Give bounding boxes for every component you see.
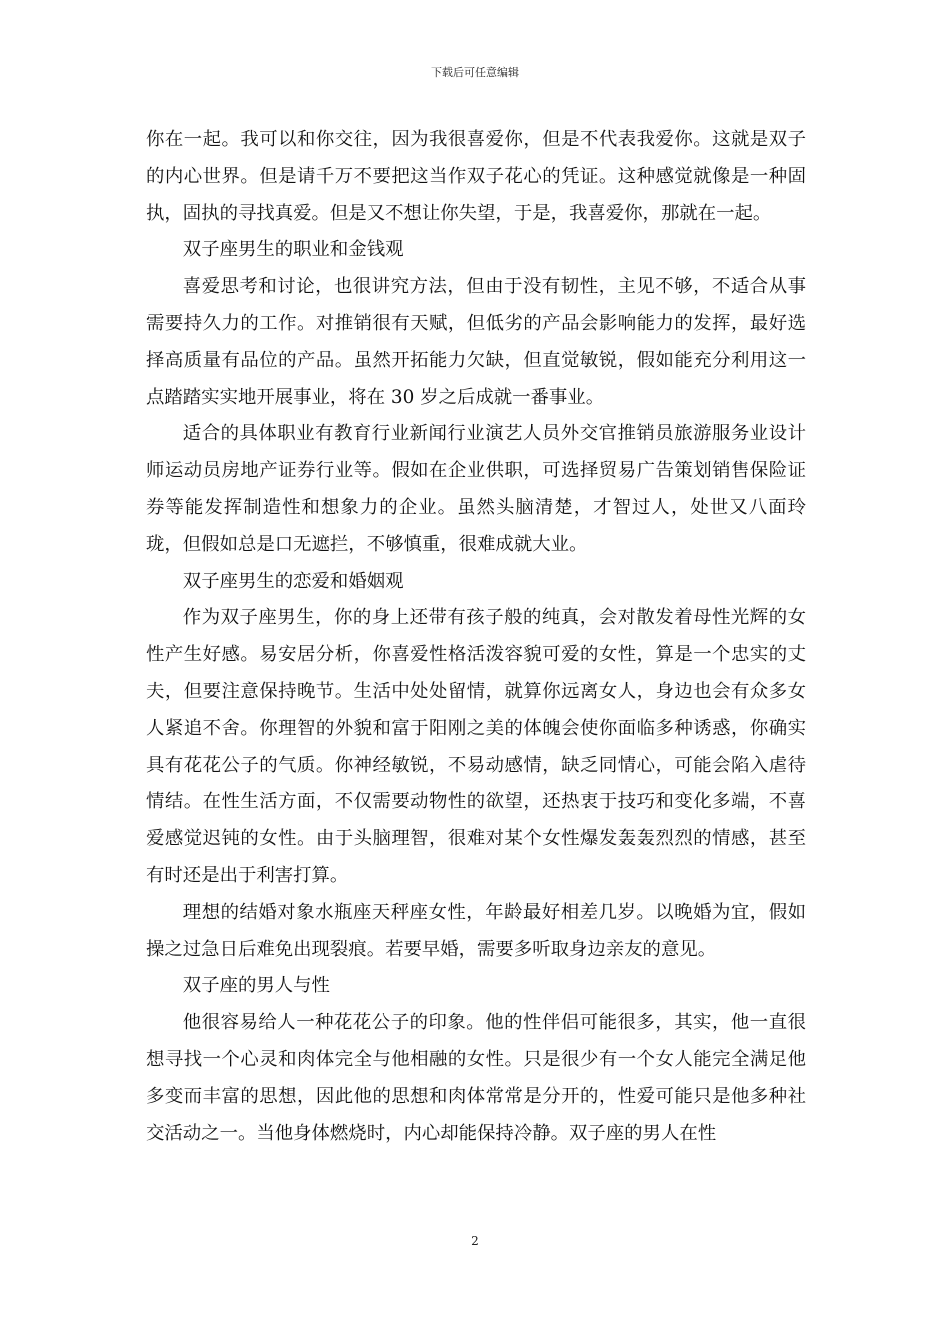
section-heading-career: 双子座男生的职业和金钱观 [182, 239, 404, 261]
section-heading-sex: 双子座的男人与性 [182, 975, 330, 997]
page-number: 2 [471, 1234, 479, 1248]
paragraph-sex-1: 他很容易给人一种花花公子的印象。他的性伴侣可能很多，其实，他一直很想寻找一个心灵和肉体完全与他相融的女性。只是很少有一个女人能完全满足他多变而丰富的思想，因此他的思想和肉体常常是分开的，性爱可能只是他多种社交活动之一。当他身体燃烧时，内心却能保持冷静。双子座的男人在性 [146, 1012, 806, 1144]
paragraph-love-1: 作为双子座男生，你的身上还带有孩子般的纯真，会对散发着母性光辉的女性产生好感。易安居分析，你喜爱性格活泼容貌可爱的女性，算是一个忠实的丈夫，但要注意保持晚节。生活中处处留情，就算你远离女人，身边也会有众多女人紧追不舍。你理智的外貌和富于阳刚之美的体魄会使你面临多种诱惑，你确实具有花花公子的气质。你神经敏锐，不易动感情，缺乏同情心，可能会陷入虐待情结。在性生活方面，不仅需要动物性的欲望，还热衷于技巧和变化多端，不喜爱感觉迟钝的女性。由于头脑理智，很难对某个女性爆发轰轰烈烈的情感，甚至有时还是出于利害打算。 [146, 607, 806, 886]
document-body [146, 122, 806, 1152]
page-header: 下载后可任意编辑 [431, 66, 519, 79]
paragraph-career-2: 适合的具体职业有教育行业新闻行业演艺人员外交官推销员旅游服务业设计师运动员房地产证券行业等。假如在企业供职，可选择贸易广告策划销售保险证券等能发挥制造性和想象力的企业。虽然头脑清楚，才智过人，处世又八面玲珑，但假如总是口无遮拦，不够慎重，很难成就大业。 [146, 423, 806, 555]
paragraph-love-2: 理想的结婚对象水瓶座天秤座女性，年龄最好相差几岁。以晚婚为宜，假如操之过急日后难免出现裂痕。若要早婚，需要多听取身边亲友的意见。 [146, 901, 806, 960]
section-heading-love: 双子座男生的恋爱和婚姻观 [182, 570, 404, 592]
paragraph-continuation: 你在一起。我可以和你交往，因为我很喜爱你，但是不代表我爱你。这就是双子的内心世界。但是请千万不要把这当作双子花心的凭证。这种感觉就像是一种固执，固执的寻找真爱。但是又不想让你失望，于是，我喜爱你，那就在一起。 [146, 129, 806, 224]
paragraph-career-1: 喜爱思考和讨论，也很讲究方法，但由于没有韧性，主见不够，不适合从事需要持久力的工作。对推销很有天赋，但低劣的产品会影响能力的发挥，最好选择高质量有品位的产品。虽然开拓能力欠缺，但直觉敏锐，假如能充分利用这一点踏踏实实地开展事业，将在 30 岁之后成就一番事业。 [146, 276, 806, 408]
